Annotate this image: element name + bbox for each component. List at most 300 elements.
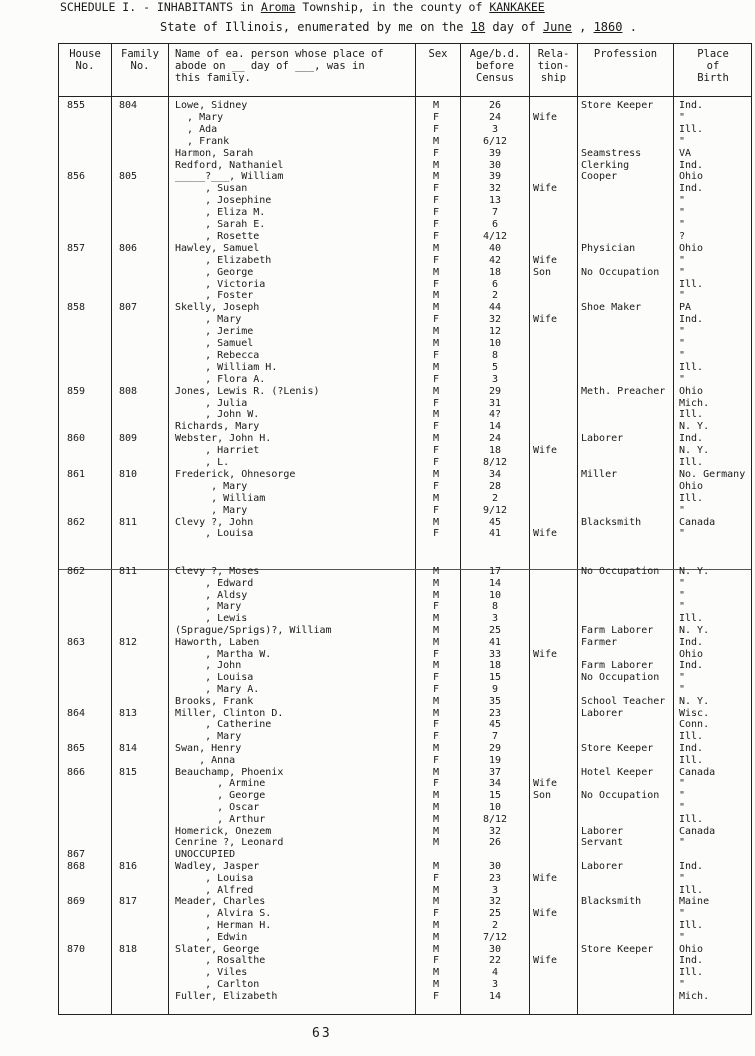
birthplace-cell: Ind. [679, 314, 704, 326]
birthplace-cell: Ill. [679, 123, 704, 135]
person-name: , Josephine [175, 195, 272, 207]
birthplace-cell: " [679, 589, 686, 601]
sex-cell: M [433, 361, 440, 373]
family-number: 811 [119, 516, 138, 528]
profession-cell: Blacksmith [581, 896, 642, 908]
birthplace-cell: Ind. [679, 861, 704, 872]
age-cell: 14 [488, 577, 502, 589]
person-name: Haworth, Laben [175, 636, 260, 648]
birthplace-cell: " [679, 672, 686, 684]
sex-cell: F [433, 445, 440, 457]
birthplace-cell: " [679, 207, 686, 219]
family-number: 808 [119, 385, 138, 397]
house-number: 864 [67, 707, 86, 719]
sex-cell: F [433, 123, 440, 135]
birthplace-cell: " [679, 837, 686, 849]
age-cell: 29 [488, 385, 502, 397]
age-cell: 25 [488, 625, 502, 636]
age-cell: 8 [491, 601, 499, 613]
person-name: , Carlton [175, 979, 260, 990]
birthplace-cell: Ind. [679, 636, 704, 648]
age-cell: 4 [491, 967, 499, 979]
age-cell: 10 [488, 338, 502, 349]
age-cell: 7/12 [482, 931, 508, 943]
birthplace-cell: " [679, 338, 686, 349]
age-cell: 41 [488, 636, 502, 648]
sex-cell: M [433, 613, 440, 625]
profession-cell: Store Keeper [581, 943, 654, 955]
age-cell: 19 [488, 754, 502, 766]
birthplace-cell: " [679, 528, 686, 540]
age-cell: 3 [491, 884, 499, 896]
profession-cell: Physician [581, 242, 636, 254]
family-number: 809 [119, 433, 138, 445]
person-name: Richards, Mary [175, 421, 260, 433]
age-cell: 42 [488, 254, 502, 266]
county-name: KANKAKEE [489, 0, 545, 14]
person-name: , Rebecca [175, 349, 260, 361]
person-name: Harmon, Sarah [175, 147, 254, 159]
age-cell: 34 [488, 468, 502, 480]
family-number: 804 [119, 100, 138, 111]
house-number: 855 [67, 100, 86, 111]
profession-cell: Seamstress [581, 147, 642, 159]
birthplace-cell: Ind. [679, 743, 704, 754]
age-cell: 17 [488, 566, 502, 577]
profession-cell: Farmer [581, 636, 618, 648]
person-name: Brooks, Frank [175, 695, 254, 707]
birthplace-cell: " [679, 601, 686, 613]
person-name: , Alfred [175, 884, 254, 896]
age-cell: 39 [488, 147, 502, 159]
birthplace-cell: Ill. [679, 731, 704, 743]
person-name: Hawley, Samuel [175, 242, 260, 254]
sex-cell: M [433, 825, 440, 837]
birthplace-cell: " [679, 802, 686, 813]
sex-cell: F [433, 778, 440, 790]
age-cell: 23 [488, 707, 502, 719]
birthplace-cell: N. Y. [679, 625, 710, 636]
birthplace-cell: " [679, 195, 686, 207]
col-family-no: Family No. [121, 48, 159, 72]
person-name: (Sprague/Sprigs)?, William [175, 625, 332, 636]
person-name: Beauchamp, Phoenix [175, 766, 284, 778]
person-name: Fuller, Elizabeth [175, 990, 278, 1002]
person-name: , Louisa [175, 872, 254, 884]
col-profession: Profession [593, 48, 658, 60]
person-name: , Samuel [175, 338, 254, 349]
sex-cell: F [433, 648, 440, 660]
person-name: , Victoria [175, 278, 266, 290]
birthplace-cell: Wisc. [679, 707, 710, 719]
person-name: , Foster [175, 290, 254, 302]
age-cell: 6 [491, 219, 499, 230]
schedule-heading [60, 0, 545, 14]
age-cell: 2 [491, 492, 499, 504]
house-number: 863 [67, 636, 86, 648]
birthplace-cell: Ohio [679, 171, 704, 183]
age-cell: 18 [488, 445, 502, 457]
sex-cell: M [433, 589, 440, 601]
family-number: 816 [119, 861, 138, 872]
family-number: 812 [119, 636, 138, 648]
col-divider [673, 44, 674, 1014]
sex-cell: M [433, 171, 440, 183]
sex-cell: M [433, 896, 440, 908]
house-number: 862 [67, 566, 86, 577]
relationship-cell: Wife [533, 445, 558, 457]
person-name: , Alvira S. [175, 908, 272, 920]
sex-cell: M [433, 884, 440, 896]
house-number: 869 [67, 896, 86, 908]
sex-cell: M [433, 813, 440, 825]
sex-cell: M [433, 837, 440, 849]
birthplace-cell: Ill. [679, 613, 704, 625]
age-cell: 37 [488, 766, 502, 778]
house-number: 860 [67, 433, 86, 445]
person-name: , Frank [175, 135, 230, 147]
col-divider [577, 44, 578, 1014]
sex-cell: F [433, 219, 440, 230]
house-number: 862 [67, 516, 86, 528]
family-number: 815 [119, 766, 138, 778]
sex-cell: F [433, 314, 440, 326]
house-number: 861 [67, 468, 86, 480]
col-age: Age/b.d. before Census [469, 48, 521, 84]
profession-cell: No Occupation [581, 266, 660, 278]
birthplace-cell: Ill. [679, 492, 704, 504]
sex-cell: M [433, 135, 440, 147]
birthplace-cell: Ill. [679, 754, 704, 766]
birthplace-cell: Conn. [679, 719, 710, 731]
person-name: , Julia [175, 397, 248, 409]
age-cell: 7 [491, 731, 499, 743]
sex-cell: F [433, 111, 440, 123]
person-name: , Flora A. [175, 373, 266, 385]
col-divider [168, 44, 169, 1014]
sex-cell: F [433, 504, 440, 516]
age-cell: 9/12 [482, 504, 508, 516]
col-divider [529, 44, 530, 1014]
sex-cell: M [433, 100, 440, 111]
enumeration-month: June [542, 20, 572, 34]
person-name: , Rosette [175, 230, 260, 242]
schedule-label: SCHEDULE I. - INHABITANTS in [60, 0, 254, 14]
sex-cell: M [433, 943, 440, 955]
sex-cell: F [433, 195, 440, 207]
age-cell: 8/12 [482, 813, 508, 825]
sex-cell: M [433, 967, 440, 979]
birthplace-cell: " [679, 684, 686, 695]
sex-cell: F [433, 207, 440, 219]
profession-cell: Servant [581, 837, 624, 849]
birthplace-cell: Ill. [679, 361, 704, 373]
profession-cell: Laborer [581, 433, 624, 445]
relationship-cell: Wife [533, 111, 558, 123]
profession-cell: Shoe Maker [581, 302, 642, 314]
person-name: , Mary A. [175, 684, 260, 695]
person-name: , William H. [175, 361, 278, 373]
birthplace-cell: " [679, 504, 686, 516]
sex-cell: F [433, 183, 440, 195]
birthplace-cell: " [679, 266, 686, 278]
house-number: 866 [67, 766, 86, 778]
enumeration-day: 18 [470, 20, 486, 34]
person-name: , Mary [175, 111, 224, 123]
birthplace-cell: Ill. [679, 813, 704, 825]
age-cell: 45 [488, 719, 502, 731]
person-name: UNOCCUPIED [175, 849, 236, 861]
age-cell: 2 [491, 290, 499, 302]
birthplace-cell: Canada [679, 516, 716, 528]
family-number: 810 [119, 468, 138, 480]
birthplace-cell: Ind. [679, 660, 704, 672]
person-name: , Catherine [175, 719, 272, 731]
birthplace-cell: " [679, 290, 686, 302]
sex-cell: M [433, 266, 440, 278]
relationship-cell: Son [533, 790, 552, 802]
birthplace-cell: " [679, 790, 686, 802]
sex-cell: F [433, 254, 440, 266]
age-cell: 40 [488, 242, 502, 254]
person-name: , George [175, 266, 254, 278]
age-cell: 13 [488, 195, 502, 207]
family-number: 818 [119, 943, 138, 955]
person-name: , Aldsy [175, 589, 248, 601]
age-cell: 15 [488, 672, 502, 684]
birthplace-cell: " [679, 979, 686, 990]
person-name: Wadley, Jasper [175, 861, 260, 872]
birthplace-cell: " [679, 908, 686, 920]
profession-cell: Farm Laborer [581, 625, 654, 636]
birthplace-cell: Ill. [679, 409, 704, 421]
person-name: Jones, Lewis R. (?Lenis) [175, 385, 320, 397]
sex-cell: M [433, 409, 440, 421]
sex-cell: F [433, 672, 440, 684]
person-name: , George [175, 790, 266, 802]
birthplace-cell: Canada [679, 766, 716, 778]
sex-cell: M [433, 385, 440, 397]
sex-cell: M [433, 931, 440, 943]
birthplace-cell: Ill. [679, 457, 704, 468]
relationship-cell: Wife [533, 314, 558, 326]
birthplace-cell: " [679, 254, 686, 266]
sex-cell: F [433, 754, 440, 766]
sex-cell: M [433, 660, 440, 672]
comma: , [579, 20, 587, 34]
sex-cell: M [433, 979, 440, 990]
age-cell: 4/12 [482, 230, 508, 242]
sex-cell: F [433, 719, 440, 731]
age-cell: 31 [488, 397, 502, 409]
age-cell: 25 [488, 908, 502, 920]
birthplace-cell: Ind. [679, 159, 704, 171]
person-name: , John [175, 660, 242, 672]
birthplace-cell: Ohio [679, 385, 704, 397]
sex-cell: F [433, 480, 440, 492]
sex-cell: F [433, 373, 440, 385]
person-name: , Louisa [175, 528, 254, 540]
sex-cell: M [433, 743, 440, 754]
age-cell: 30 [488, 943, 502, 955]
sex-cell: M [433, 861, 440, 872]
birthplace-cell: Ind. [679, 433, 704, 445]
sex-cell: F [433, 601, 440, 613]
birthplace-cell: N. Y. [679, 445, 710, 457]
col-house-no: House No. [69, 48, 101, 72]
birthplace-cell: " [679, 135, 686, 147]
age-cell: 5 [491, 361, 499, 373]
person-name: , Mary [175, 480, 248, 492]
age-cell: 6/12 [482, 135, 508, 147]
person-name: , Sarah E. [175, 219, 266, 230]
relationship-cell: Wife [533, 183, 558, 195]
person-name: Miller, Clinton D. [175, 707, 284, 719]
profession-cell: Laborer [581, 861, 624, 872]
family-number: 817 [119, 896, 138, 908]
person-name: , Mary [175, 504, 248, 516]
age-cell: 3 [491, 373, 499, 385]
birthplace-cell: Ill. [679, 920, 704, 931]
relationship-cell: Wife [533, 778, 558, 790]
sex-cell: M [433, 577, 440, 589]
sex-cell: M [433, 802, 440, 813]
township-name: Aroma [260, 0, 296, 14]
enumeration-year: 1860 [593, 20, 623, 34]
sex-cell: M [433, 566, 440, 577]
age-cell: 26 [488, 837, 502, 849]
age-cell: 32 [488, 183, 502, 195]
person-name: , Anna [175, 754, 236, 766]
person-name: , Ada [175, 123, 218, 135]
person-name: , Lewis [175, 613, 248, 625]
col-divider [415, 44, 416, 1014]
birthplace-cell: Ill. [679, 278, 704, 290]
family-number: 814 [119, 743, 138, 754]
age-cell: 15 [488, 790, 502, 802]
person-name: , Elizabeth [175, 254, 272, 266]
col-divider [111, 44, 112, 1014]
relationship-cell: Wife [533, 955, 558, 967]
age-cell: 14 [488, 990, 502, 1002]
age-cell: 7 [491, 207, 499, 219]
birthplace-cell: ? [679, 230, 686, 242]
sex-cell: M [433, 242, 440, 254]
person-name: , Armine [175, 778, 266, 790]
person-name: , Susan [175, 183, 248, 195]
birthplace-cell: No. Germany [679, 468, 746, 480]
page-number: 63 [312, 1026, 332, 1041]
header-divider [59, 96, 751, 97]
family-number: 813 [119, 707, 138, 719]
house-number: 867 [67, 849, 86, 861]
sex-cell: F [433, 397, 440, 409]
sex-cell: F [433, 278, 440, 290]
birthplace-cell: Ind. [679, 955, 704, 967]
person-name: Homerick, Onezem [175, 825, 272, 837]
person-name: , Martha W. [175, 648, 272, 660]
person-name: Clevy ?, Moses [175, 566, 260, 577]
profession-cell: No Occupation [581, 672, 660, 684]
birthplace-cell: Ohio [679, 943, 704, 955]
age-cell: 41 [488, 528, 502, 540]
sex-cell: M [433, 766, 440, 778]
sex-cell: M [433, 326, 440, 338]
age-cell: 26 [488, 100, 502, 111]
sex-cell: M [433, 338, 440, 349]
profession-cell: Store Keeper [581, 743, 654, 754]
profession-cell: Meth. Preacher [581, 385, 666, 397]
person-name: , Edwin [175, 931, 248, 943]
sex-cell: F [433, 230, 440, 242]
col-name: Name of ea. person whose place of abode on __ day of ___, was in this family. [175, 48, 384, 84]
age-cell: 32 [488, 825, 502, 837]
house-number: 868 [67, 861, 86, 872]
sex-cell: M [433, 159, 440, 171]
person-name: Clevy ?, John [175, 516, 254, 528]
house-number: 856 [67, 171, 86, 183]
age-cell: 34 [488, 778, 502, 790]
person-name: Redford, Nathaniel [175, 159, 284, 171]
sex-cell: M [433, 433, 440, 445]
age-cell: 24 [488, 433, 502, 445]
age-cell: 32 [488, 896, 502, 908]
birthplace-cell: N. Y. [679, 695, 710, 707]
sex-cell: F [433, 731, 440, 743]
birthplace-cell: Ind. [679, 183, 704, 195]
age-cell: 10 [488, 802, 502, 813]
person-name: , Rosalthe [175, 955, 266, 967]
age-cell: 12 [488, 326, 502, 338]
age-cell: 9 [491, 684, 499, 695]
sex-cell: F [433, 955, 440, 967]
person-name: , Mary [175, 314, 242, 326]
profession-cell: Cooper [581, 171, 618, 183]
birthplace-cell: Ind. [679, 100, 704, 111]
person-name: , Herman H. [175, 920, 272, 931]
profession-cell: Store Keeper [581, 100, 654, 111]
profession-cell: Clerking [581, 159, 630, 171]
person-name: , Eliza M. [175, 207, 266, 219]
birthplace-cell: Mich. [679, 397, 710, 409]
birthplace-cell: Canada [679, 825, 716, 837]
person-name: Meader, Charles [175, 896, 266, 908]
state-line [160, 20, 637, 34]
state-line-start: State of Illinois, enumerated by me on the [160, 20, 464, 34]
relationship-cell: Wife [533, 908, 558, 920]
birthplace-cell: VA [679, 147, 692, 159]
person-name: Skelly, Joseph [175, 302, 260, 314]
age-cell: 44 [488, 302, 502, 314]
sex-cell: M [433, 516, 440, 528]
age-cell: 14 [488, 421, 502, 433]
township-label: Township, in the county of [302, 0, 483, 14]
age-cell: 35 [488, 695, 502, 707]
age-cell: 28 [488, 480, 502, 492]
house-number: 857 [67, 242, 86, 254]
house-number: 859 [67, 385, 86, 397]
sex-cell: F [433, 990, 440, 1002]
family-number: 807 [119, 302, 138, 314]
person-name: , Oscar [175, 802, 260, 813]
age-cell: 39 [488, 171, 502, 183]
col-divider [460, 44, 461, 1014]
birthplace-cell: Ohio [679, 648, 704, 660]
age-cell: 18 [488, 266, 502, 278]
house-number: 858 [67, 302, 86, 314]
sex-cell: M [433, 920, 440, 931]
family-number: 811 [119, 566, 138, 577]
